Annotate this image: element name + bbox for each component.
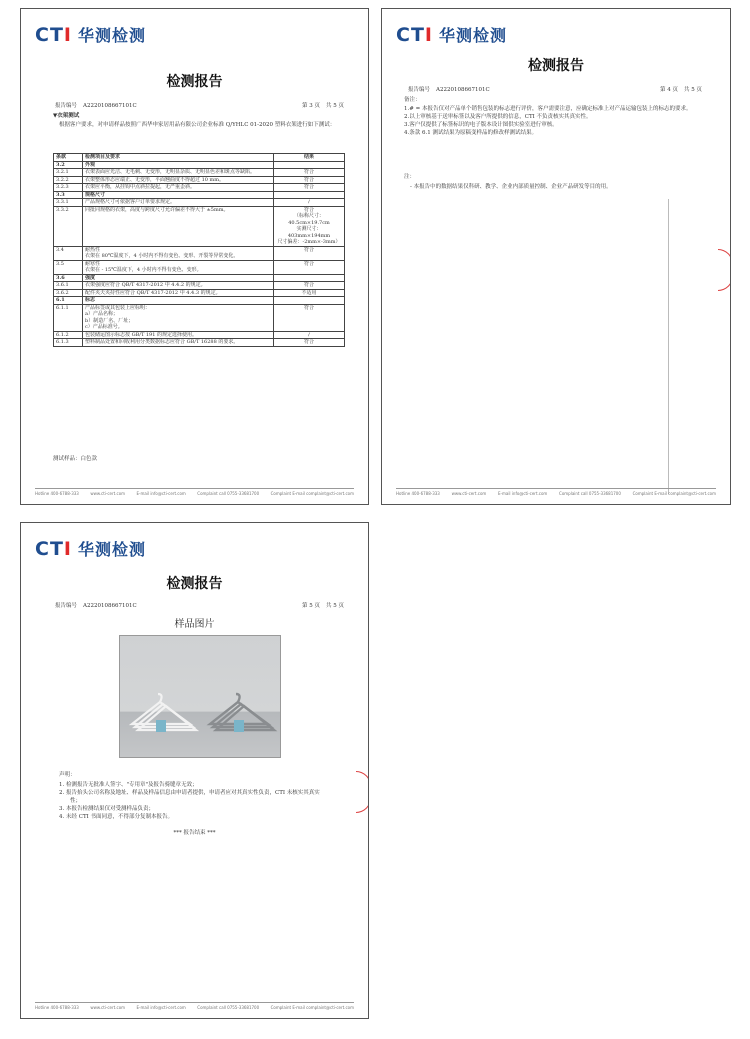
remark-heading: 注： <box>404 174 416 180</box>
sample-photo <box>119 635 281 758</box>
row-result: 符合 （标称尺寸： 40.5cm×19.7cm 实测尺寸： 403mm×194mm 尺寸偏差：-2mm×-3mm） <box>274 206 345 246</box>
row-item: 标志 <box>83 297 274 305</box>
row-item: 塑料制品处置和回收利用分类数据标志应符合 GB/T 16288 的要求。 <box>83 339 274 347</box>
statement-item: 4. 未经 CTI 书面同意，不得部分复制本报告。 <box>59 814 174 820</box>
note-item: 3.客户仅提供了标签标识的电子版本设计图供实验室进行审核。 <box>404 122 558 128</box>
row-item: 衣架整体形态应端正、无变形，平面翘曲度不得超过 10 mm。 <box>83 176 274 184</box>
logo-latin: CTI <box>35 23 72 46</box>
table-body <box>54 161 345 346</box>
table-header-row <box>54 154 345 162</box>
table-row <box>54 297 345 305</box>
row-result: 符合 <box>274 169 345 177</box>
logo-chinese: 华测检测 <box>77 26 146 45</box>
statement-item: 2. 报告抬头公司名称及地址、样品及样品信息由申请者提供，申请者应对其真实性负责，CTI 未核实其真实性； <box>59 790 320 804</box>
row-item: 衣架表面应光洁、无毛刺、无变形，无明显杂质、无明显色差和斑点等缺陷。 <box>83 169 274 177</box>
footer-complaint-call: Complaint call 0755-33681700 <box>559 491 621 496</box>
table-row <box>54 246 345 260</box>
table-row <box>54 191 345 199</box>
report-meta <box>55 601 344 609</box>
report-no: A2220108667101C <box>83 103 137 109</box>
header-result: 结果 <box>274 154 345 162</box>
row-item: 强度 <box>83 274 274 282</box>
cti-logo <box>35 23 146 46</box>
table-row <box>54 282 345 290</box>
footer-email: E-mail info@cti-cert.com <box>136 491 186 496</box>
row-clause: 3.5 <box>54 260 83 274</box>
table-row <box>54 304 345 331</box>
row-item: 产品规格尺寸可依据客户订单要求规定。 <box>83 199 274 207</box>
row-item: 配件夹夫夹持性应符合 QB/T 4317-2012 中 4.4.3 的规定。 <box>83 289 274 297</box>
footer-website: www.cti-cert.com <box>90 491 126 496</box>
page-number: 第 5 页 <box>302 603 320 609</box>
end-of-report-mark: *** 报告结束 *** <box>173 830 216 836</box>
sample-photo-heading: 样品图片 <box>174 619 215 630</box>
test-results-table <box>53 153 345 347</box>
row-clause: 3.4 <box>54 246 83 260</box>
footer-hotline: Hotline 400-6788-333 <box>35 491 79 496</box>
statement-heading: 声明： <box>59 772 76 778</box>
row-clause: 6.1.2 <box>54 331 83 339</box>
logo-chinese: 华测检测 <box>77 540 146 559</box>
logo-latin: CTI <box>35 537 72 560</box>
table-row <box>54 169 345 177</box>
page-total: 共 5 页 <box>326 103 344 109</box>
table-row <box>54 176 345 184</box>
row-clause: 3.2.3 <box>54 184 83 192</box>
statement-item: 3. 本报告检测结果仅对受测样品负责； <box>59 806 154 812</box>
report-page-5 <box>20 522 369 1019</box>
table-row <box>54 199 345 207</box>
row-item: 耐寒性 衣架在 - 15℃温度下，4 小时内不得有变色、变形。 <box>83 260 274 274</box>
report-no: A2220108667101C <box>436 87 490 93</box>
page-number: 第 3 页 <box>302 103 320 109</box>
row-clause: 3.6.2 <box>54 289 83 297</box>
row-clause: 3.2 <box>54 161 83 169</box>
report-meta <box>408 85 702 93</box>
footer-website: www.cti-cert.com <box>90 1005 126 1010</box>
page-number: 第 4 页 <box>660 87 678 93</box>
footer-email: E-mail info@cti-cert.com <box>136 1005 186 1010</box>
intro-text: 根据客户要求，对申请样品按照广西华申家居用品有限公司企业标准 Q/YHLC 01-2020 塑料衣架进行如下测试： <box>59 122 336 128</box>
row-result: 符合 <box>274 304 345 331</box>
row-item: 产品标签或其包装上应标明： a）产品名称； b）制造厂名、厂址； c）产品标准号。 <box>83 304 274 331</box>
footer-complaint-email: Complaint E-mail complaint@cti-cert.com <box>270 1005 354 1010</box>
row-clause: 3.3.1 <box>54 199 83 207</box>
row-clause: 3.2.2 <box>54 176 83 184</box>
page-footer <box>35 488 354 496</box>
footer-complaint-call: Complaint call 0755-33681700 <box>197 491 260 496</box>
report-page-3 <box>20 8 369 505</box>
cti-logo <box>396 23 507 46</box>
row-result: 符合 <box>274 176 345 184</box>
row-result <box>274 191 345 199</box>
row-clause: 3.6 <box>54 274 83 282</box>
table-row <box>54 161 345 169</box>
row-result: 符合 <box>274 282 345 290</box>
hangers-image <box>120 636 280 757</box>
footer-complaint-call: Complaint call 0755-33681700 <box>197 1005 260 1010</box>
header-clause: 条款 <box>54 154 83 162</box>
seam-stamp <box>718 249 731 291</box>
row-result: / <box>274 331 345 339</box>
footer-email: E-mail info@cti-cert.com <box>498 491 548 496</box>
row-clause: 3.2.1 <box>54 169 83 177</box>
table-row <box>54 206 345 246</box>
row-clause: 6.1 <box>54 297 83 305</box>
table-row <box>54 339 345 347</box>
note-item: 4.条款 6.1 测试结果为原稿变样品的修改样测试结果。 <box>404 130 537 136</box>
row-result: 符合 <box>274 184 345 192</box>
row-result <box>274 161 345 169</box>
page-footer <box>35 1002 354 1010</box>
row-clause: 3.6.1 <box>54 282 83 290</box>
page-title: 检测报告 <box>166 576 223 592</box>
sample-label: 测试样品：白色款 <box>53 456 98 462</box>
section-heading: ▼衣架测试 <box>53 113 80 119</box>
table-row <box>54 289 345 297</box>
page-footer <box>396 488 716 496</box>
table-row <box>54 331 345 339</box>
footer-complaint-email: Complaint E-mail complaint@cti-cert.com <box>632 491 716 496</box>
table-row <box>54 260 345 274</box>
notes-list <box>404 105 704 137</box>
footer-complaint-email: Complaint E-mail complaint@cti-cert.com <box>270 491 354 496</box>
table-row <box>54 274 345 282</box>
notes-heading: 备注： <box>404 97 421 103</box>
remark-text: - 本报告中的数据结果仅科研、教学、企业内部质量控制、企业产品研发等目的用。 <box>410 184 612 190</box>
note-item: 2.以上审核基于送审标签以及客户所提供的信息，CTI 不负责核实其真实性。 <box>404 114 592 120</box>
report-no-label: 报告编号 <box>55 603 78 609</box>
logo-chinese: 华测检测 <box>438 26 507 45</box>
page-total: 共 5 页 <box>326 603 344 609</box>
report-no: A2220108667101C <box>83 603 137 609</box>
header-item: 检测项目及要求 <box>83 154 274 162</box>
row-item: 衣架应平衡，从挂钩中点斜拉提起，无严重歪斜。 <box>83 184 274 192</box>
row-result: 不适用 <box>274 289 345 297</box>
row-item: 同批同规格的衣架，高度与跨度尺寸允许偏差不得大于 ±5mm。 <box>83 206 274 246</box>
page-edge-line <box>668 199 669 494</box>
table-row <box>54 184 345 192</box>
report-page-4 <box>381 8 731 505</box>
row-item: 衣架强度应符合 QB/T 4317-2012 中 4.4.2 的规定。 <box>83 282 274 290</box>
note-item: 1.# = 本报告仅对产品单个销售包装的标志进行评价，客户需要注意，应确定标准上对产品运输包装上的标志的要求。 <box>404 106 692 112</box>
page-title: 检测报告 <box>528 58 584 74</box>
row-clause: 3.3 <box>54 191 83 199</box>
row-clause: 3.3.2 <box>54 206 83 246</box>
row-clause: 6.1.3 <box>54 339 83 347</box>
row-result: 符合 <box>274 260 345 274</box>
statement-item: 1. 检测报告无批准人签字、"专用章"及报告骑缝章无效； <box>59 782 198 788</box>
row-result: 符合 <box>274 246 345 260</box>
report-no-label: 报告编号 <box>55 103 78 109</box>
footer-hotline: Hotline 400-6788-333 <box>35 1005 79 1010</box>
page-total: 共 5 页 <box>684 87 702 93</box>
row-result: 符合 <box>274 339 345 347</box>
seam-stamp <box>356 771 369 813</box>
row-item: 耐热性 衣架在 80℃温度下，4 小时内不得有变色、变形、开裂等异常变化。 <box>83 246 274 260</box>
row-result <box>274 297 345 305</box>
row-item: 外观 <box>83 161 274 169</box>
footer-hotline: Hotline 400-6788-333 <box>396 491 440 496</box>
report-no-label: 报告编号 <box>408 87 431 93</box>
statement-list <box>59 781 321 821</box>
row-result: / <box>274 199 345 207</box>
logo-latin: CTI <box>396 23 433 46</box>
report-meta <box>55 101 344 109</box>
page-title: 检测报告 <box>166 74 223 90</box>
row-item: 规格尺寸 <box>83 191 274 199</box>
footer-website: www.cti-cert.com <box>451 491 487 496</box>
row-item: 包装储运图示标志按 GB/T 191 的规定选择使用。 <box>83 331 274 339</box>
row-result <box>274 274 345 282</box>
cti-logo <box>35 537 146 560</box>
row-clause: 6.1.1 <box>54 304 83 331</box>
